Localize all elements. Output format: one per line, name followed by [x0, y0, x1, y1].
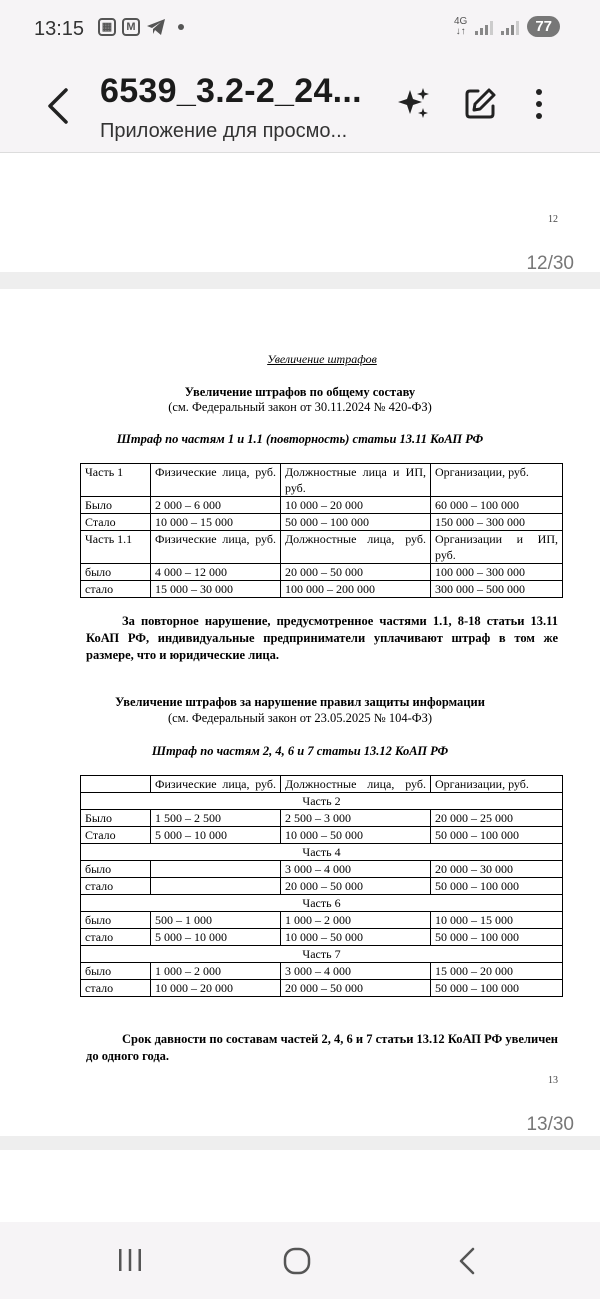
- table-row: [81, 980, 563, 997]
- table-cell: 100 000 – 300 000: [431, 564, 563, 581]
- table-cell: 3 000 – 4 000: [281, 861, 431, 878]
- status-bar: [0, 0, 600, 60]
- table-cell: Часть 1: [81, 464, 151, 497]
- table-cell: 50 000 – 100 000: [431, 980, 563, 997]
- more-options-icon[interactable]: [526, 86, 552, 122]
- table-cell: 20 000 – 50 000: [281, 564, 431, 581]
- document-title: 6539_3.2-2_24...: [100, 72, 362, 110]
- table-cell: Организации, руб.: [431, 464, 563, 497]
- table-cell: [151, 861, 281, 878]
- table-cell: 20 000 – 50 000: [281, 878, 431, 895]
- table-cell: 300 000 – 500 000: [431, 581, 563, 598]
- table-group-label: Часть 6: [81, 895, 563, 912]
- table-cell: Организации, руб.: [431, 776, 563, 793]
- table-row: [81, 464, 563, 497]
- table-cell: [151, 878, 281, 895]
- table-cell: Должностные лица, руб.: [281, 531, 431, 564]
- page-number-12: 12: [548, 214, 558, 225]
- table-row: [81, 531, 563, 564]
- more-notifications-dot-icon: [178, 24, 184, 30]
- table-cell: [81, 776, 151, 793]
- battery-indicator: 77: [527, 16, 560, 37]
- document-subtitle: Приложение для просмо...: [100, 120, 348, 142]
- table-cell: Стало: [81, 827, 151, 844]
- edit-icon[interactable]: [462, 86, 498, 122]
- table-cell: Должностные лица и ИП, руб.: [281, 464, 431, 497]
- table-cell: 10 000 – 50 000: [281, 929, 431, 946]
- back-arrow-icon[interactable]: [40, 82, 80, 130]
- pdf-page-13: [0, 289, 600, 1136]
- status-time: 13:15: [34, 18, 85, 40]
- fines-table-13-12: [80, 775, 563, 997]
- table-cell: стало: [81, 980, 151, 997]
- table-cell: 60 000 – 100 000: [431, 497, 563, 514]
- block1-table-title: Штраф по частям 1 и 1.1 (повторность) статьи 13.11 КоАП РФ: [116, 432, 484, 446]
- network-label: 4G: [453, 15, 468, 27]
- section-title: Увеличение штрафов: [267, 352, 377, 366]
- table-cell: было: [81, 564, 151, 581]
- table-group-label: Часть 2: [81, 793, 563, 810]
- system-navigation-bar: [0, 1222, 600, 1299]
- table-cell: 15 000 – 30 000: [151, 581, 281, 598]
- table-cell: 2 000 – 6 000: [151, 497, 281, 514]
- page-number-13: 13: [548, 1075, 558, 1086]
- block2-note: Срок давности по составам частей 2, 4, 6 и 7 статьи 13.12 КоАП РФ увеличен до одного года.: [86, 1032, 558, 1063]
- notification-icons: [98, 18, 184, 36]
- table-group-row: [81, 844, 563, 861]
- table-cell: Было: [81, 497, 151, 514]
- table-group-label: Часть 7: [81, 946, 563, 963]
- table-row: [81, 827, 563, 844]
- table-cell: 15 000 – 20 000: [431, 963, 563, 980]
- table-group-row: [81, 793, 563, 810]
- table-row: [81, 861, 563, 878]
- table-cell: 1 000 – 2 000: [281, 912, 431, 929]
- table-cell: 150 000 – 300 000: [431, 514, 563, 531]
- table-cell: 4 000 – 12 000: [151, 564, 281, 581]
- block1-subtitle: (см. Федеральный закон от 30.11.2024 № 420-ФЗ): [168, 400, 432, 414]
- table-group-row: [81, 946, 563, 963]
- system-indicators: [454, 16, 560, 37]
- signal-icon: [475, 19, 493, 35]
- table-cell: Стало: [81, 514, 151, 531]
- table-cell: было: [81, 963, 151, 980]
- table-cell: 20 000 – 30 000: [431, 861, 563, 878]
- block2-table-title: Штраф по частям 2, 4, 6 и 7 статьи 13.12 КоАП РФ: [151, 744, 449, 758]
- network-type: 4G ↓↑: [453, 15, 468, 37]
- block1-note: За повторное нарушение, предусмотренное частями 1.1, 8-18 статьи 13.11 КоАП РФ, индивидуальные предприниматели уплачивают штраф в том же размере, что и юридические лица.: [86, 614, 558, 662]
- table-row: [81, 564, 563, 581]
- table-cell: Часть 1.1: [81, 531, 151, 564]
- table-cell: 50 000 – 100 000: [431, 827, 563, 844]
- table-cell: стало: [81, 929, 151, 946]
- table-row: [81, 912, 563, 929]
- table-row: [81, 963, 563, 980]
- table-cell: 50 000 – 100 000: [281, 514, 431, 531]
- table-cell: было: [81, 861, 151, 878]
- page-indicator-13: 13/30: [526, 1114, 574, 1135]
- block1-title: Увеличение штрафов по общему составу: [184, 385, 416, 399]
- table-cell: 50 000 – 100 000: [431, 929, 563, 946]
- table-cell: 20 000 – 50 000: [281, 980, 431, 997]
- table-cell: 5 000 – 10 000: [151, 827, 281, 844]
- table-cell: 100 000 – 200 000: [281, 581, 431, 598]
- table-cell: 20 000 – 25 000: [431, 810, 563, 827]
- table-cell: 10 000 – 20 000: [151, 980, 281, 997]
- table-cell: 500 – 1 000: [151, 912, 281, 929]
- table-cell: 1 500 – 2 500: [151, 810, 281, 827]
- pdf-page-12: [0, 153, 600, 272]
- table-cell: стало: [81, 878, 151, 895]
- calendar-icon: ▦: [98, 18, 116, 36]
- table-row: [81, 581, 563, 598]
- page-indicator-12: 12/30: [526, 253, 574, 274]
- table-cell: 2 500 – 3 000: [281, 810, 431, 827]
- table-cell: Физические лица, руб.: [151, 776, 281, 793]
- recent-apps-icon[interactable]: [116, 1246, 144, 1274]
- table-row: [81, 878, 563, 895]
- table-cell: 10 000 – 15 000: [151, 514, 281, 531]
- table-cell: 50 000 – 100 000: [431, 878, 563, 895]
- table-cell: 1 000 – 2 000: [151, 963, 281, 980]
- app-bar: [0, 60, 600, 153]
- app-m-icon: M: [122, 18, 140, 36]
- fines-table-13-11: [80, 463, 563, 598]
- table-row: [81, 810, 563, 827]
- table-cell: Должностные лица, руб.: [281, 776, 431, 793]
- table-cell: стало: [81, 581, 151, 598]
- block2-title: Увеличение штрафов за нарушение правил защиты информации: [115, 695, 485, 709]
- table-row: [81, 929, 563, 946]
- pdf-page-14: [0, 1150, 600, 1222]
- table-row: [81, 514, 563, 531]
- table-cell: было: [81, 912, 151, 929]
- table-header-row: [81, 776, 563, 793]
- table-cell: Физические лица, руб.: [151, 464, 281, 497]
- table-group-label: Часть 4: [81, 844, 563, 861]
- table-cell: Физические лица, руб.: [151, 531, 281, 564]
- telegram-icon: [146, 18, 166, 36]
- ai-sparkle-icon[interactable]: [396, 86, 432, 122]
- table-cell: Было: [81, 810, 151, 827]
- table-group-row: [81, 895, 563, 912]
- table-row: [81, 497, 563, 514]
- table-cell: 10 000 – 20 000: [281, 497, 431, 514]
- signal-2-icon: [501, 19, 519, 35]
- table-cell: Организации и ИП, руб.: [431, 531, 563, 564]
- table-cell: 10 000 – 50 000: [281, 827, 431, 844]
- nav-back-icon[interactable]: [456, 1246, 478, 1276]
- home-icon[interactable]: [282, 1246, 312, 1276]
- table-cell: 5 000 – 10 000: [151, 929, 281, 946]
- block2-subtitle: (см. Федеральный закон от 23.05.2025 № 104-ФЗ): [167, 711, 433, 725]
- table-cell: 3 000 – 4 000: [281, 963, 431, 980]
- table-cell: 10 000 – 15 000: [431, 912, 563, 929]
